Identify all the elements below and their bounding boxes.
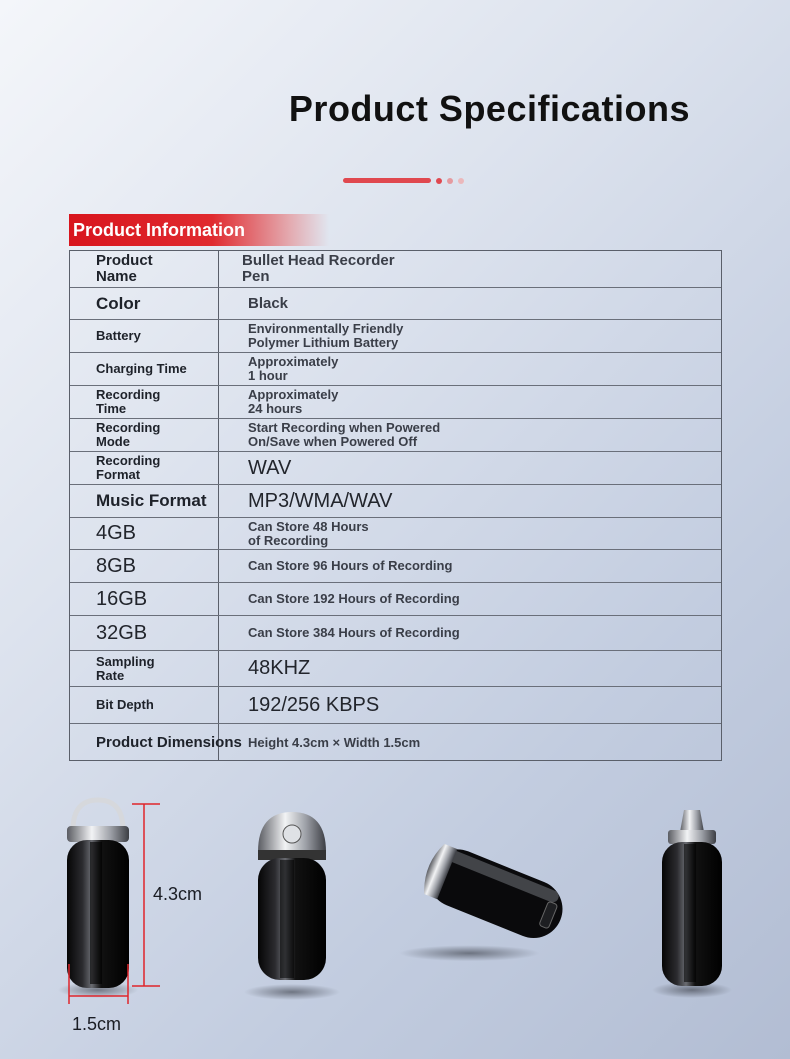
spec-value: Can Store 96 Hours of Recording (248, 558, 453, 574)
spec-label: Bit Depth (96, 697, 154, 713)
spec-value: Approximately 24 hours (248, 387, 339, 416)
section-tag-product-information: Product Information (69, 214, 329, 246)
spec-row-bit-depth (70, 686, 721, 723)
spec-label: Recording Mode (96, 420, 161, 449)
spec-row-16gb (70, 582, 721, 615)
title-divider (343, 178, 473, 184)
recorder-front-dome-view (244, 812, 340, 1000)
spec-label: Battery (96, 328, 141, 344)
recorder-side-angled-view (392, 840, 571, 1012)
spec-row-product-dimensions (70, 723, 721, 761)
spec-label: 16GB (96, 587, 148, 610)
spec-row-8gb (70, 549, 721, 582)
spec-row-recording-time (70, 385, 721, 418)
spec-row-recording-format (70, 451, 721, 484)
spec-row-charging-time (70, 352, 721, 385)
spec-value: Can Store 192 Hours of Recording (248, 591, 460, 607)
spec-value: Approximately 1 hour (248, 354, 339, 383)
spec-label: Recording Time (96, 387, 161, 416)
spec-label: Product Dimensions (96, 733, 242, 751)
spec-label: Music Format (96, 491, 207, 511)
page-title: Product Specifications (288, 88, 690, 129)
spec-value: Bullet Head Recorder Pen (242, 252, 395, 285)
spec-table (69, 250, 722, 761)
spec-label: 8GB (96, 554, 137, 577)
spec-row-sampling-rate (70, 650, 721, 686)
spec-value: Can Store 384 Hours of Recording (248, 625, 460, 641)
spec-value: 48KHZ (248, 657, 311, 679)
spec-label: Product Name (96, 252, 153, 285)
spec-label: Sampling Rate (96, 653, 155, 683)
spec-value: Can Store 48 Hours of Recording (248, 518, 369, 548)
spec-value: Height 4.3cm × Width 1.5cm (248, 734, 421, 750)
product-photos (0, 780, 790, 1059)
spec-label: Color (96, 293, 141, 313)
recorder-side-tip-view (652, 810, 732, 998)
spec-row-4gb (70, 517, 721, 549)
spec-row-color (70, 287, 721, 319)
spec-value: MP3/WMA/WAV (248, 489, 393, 512)
spec-label: Recording Format (96, 453, 161, 482)
spec-value: Environmentally Friendly Polymer Lithium Battery (248, 321, 404, 350)
spec-row-product-name (70, 251, 721, 287)
spec-label: 32GB (96, 621, 148, 644)
spec-row-battery (70, 319, 721, 352)
spec-row-recording-mode (70, 418, 721, 451)
recorder-front-keyring-view (58, 800, 138, 998)
spec-label: Charging Time (96, 361, 187, 377)
spec-label: 4GB (96, 522, 137, 544)
spec-value: 192/256 KBPS (248, 693, 380, 716)
spec-row-music-format (70, 484, 721, 517)
spec-value: Start Recording when Powered On/Save when Powered Off (248, 420, 441, 449)
spec-row-32gb (70, 615, 721, 650)
spec-value: WAV (248, 456, 292, 479)
height-dimension-label: 4.3cm (153, 884, 203, 904)
width-dimension-label: 1.5cm (72, 1014, 122, 1034)
spec-value: Black (248, 294, 289, 312)
